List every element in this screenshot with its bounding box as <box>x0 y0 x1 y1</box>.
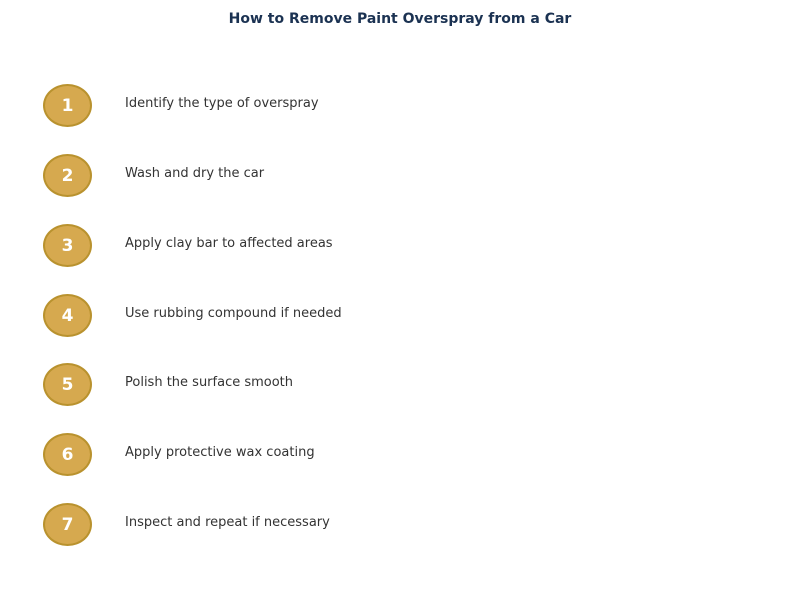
step-2 <box>43 154 743 196</box>
step-number-badge: 4 <box>43 294 92 337</box>
step-label: Wash and dry the car <box>125 166 265 181</box>
step-number-badge: 3 <box>43 224 92 267</box>
step-number-badge: 1 <box>43 84 92 127</box>
step-number-badge: 6 <box>43 433 92 476</box>
step-number-badge: 7 <box>43 503 92 546</box>
step-label: Apply protective wax coating <box>125 445 315 460</box>
step-label: Polish the surface smooth <box>125 375 294 390</box>
diagram-title: How to Remove Paint Overspray from a Car <box>228 11 572 27</box>
step-5 <box>43 363 743 405</box>
step-label: Identify the type of overspray <box>125 96 319 111</box>
step-number-badge: 5 <box>43 363 92 406</box>
step-label: Inspect and repeat if necessary <box>125 515 330 530</box>
step-4 <box>43 294 743 336</box>
step-number-badge: 2 <box>43 154 92 197</box>
step-3 <box>43 224 743 266</box>
step-1 <box>43 84 743 126</box>
step-6 <box>43 433 743 475</box>
step-label: Use rubbing compound if needed <box>125 306 342 321</box>
step-label: Apply clay bar to affected areas <box>125 236 333 251</box>
step-7 <box>43 503 743 545</box>
